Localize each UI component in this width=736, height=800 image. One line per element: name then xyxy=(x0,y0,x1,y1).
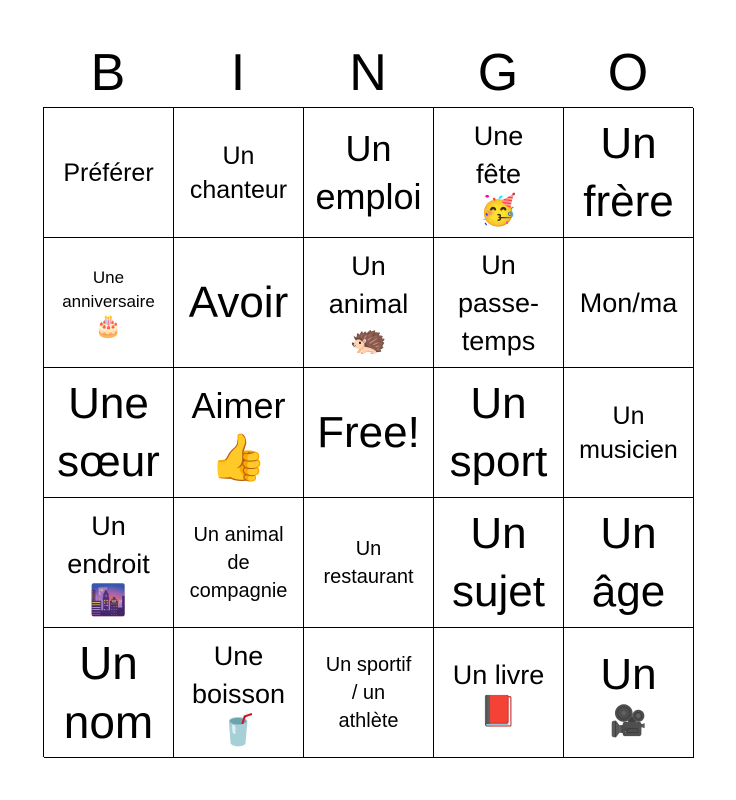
cell-text: Une fête xyxy=(473,120,524,189)
thumbs-up-icon: 👍 xyxy=(209,429,268,484)
city-dusk-icon: 🌆 xyxy=(89,582,128,618)
cell-text: Un xyxy=(600,649,657,699)
bingo-cell[interactable] xyxy=(44,628,174,758)
cell-text: Un passe- temps xyxy=(457,249,540,356)
bingo-cell[interactable] xyxy=(434,498,564,628)
bingo-cell[interactable] xyxy=(304,108,434,238)
cell-text: Un sport xyxy=(449,378,548,486)
birthday-cake-icon: 🎂 xyxy=(94,313,123,339)
bingo-cell-free[interactable] xyxy=(304,368,434,498)
bingo-cell[interactable] xyxy=(434,628,564,758)
bingo-cell[interactable] xyxy=(304,238,434,368)
bingo-header xyxy=(43,38,693,108)
bingo-cell[interactable] xyxy=(564,108,694,238)
header-letter-o: O xyxy=(607,44,649,102)
bingo-cell[interactable] xyxy=(174,498,304,628)
cell-text: Une boisson xyxy=(191,640,286,709)
bingo-cell[interactable] xyxy=(564,238,694,368)
bingo-cell[interactable] xyxy=(44,368,174,498)
cell-text: Un sujet xyxy=(452,508,545,616)
cell-text: Avoir xyxy=(188,277,289,327)
cell-text: Aimer xyxy=(191,384,286,426)
bingo-cell[interactable] xyxy=(304,628,434,758)
cell-text: Un animal xyxy=(328,250,409,319)
cell-text: Un emploi xyxy=(315,127,422,217)
cell-text: Un animal de compagnie xyxy=(189,523,288,602)
red-book-icon: 📕 xyxy=(479,693,518,729)
bingo-cell[interactable] xyxy=(434,238,564,368)
header-letter-i: I xyxy=(230,44,246,102)
bingo-cell[interactable] xyxy=(434,368,564,498)
cell-text: Un restaurant xyxy=(323,537,414,588)
cell-text: Un livre xyxy=(452,659,545,690)
bingo-cell[interactable] xyxy=(174,238,304,368)
cell-text: Un nom xyxy=(63,636,154,748)
bingo-cell[interactable] xyxy=(174,628,304,758)
bingo-cell[interactable] xyxy=(44,498,174,628)
bingo-cell[interactable] xyxy=(564,498,694,628)
bingo-cell[interactable] xyxy=(44,238,174,368)
cell-text: Préférer xyxy=(63,158,154,187)
bingo-cell[interactable] xyxy=(434,108,564,238)
bingo-cell[interactable] xyxy=(44,108,174,238)
bingo-grid xyxy=(43,107,693,757)
header-letter-b: B xyxy=(90,44,126,102)
bingo-cell[interactable] xyxy=(174,108,304,238)
bingo-cell[interactable] xyxy=(174,368,304,498)
bingo-cell[interactable] xyxy=(564,628,694,758)
cell-text: Un endroit xyxy=(67,510,150,579)
hedgehog-icon: 🦔 xyxy=(349,322,388,358)
header-letter-g: G xyxy=(477,44,519,102)
cup-with-straw-icon: 🥤 xyxy=(219,712,258,748)
party-face-icon: 🥳 xyxy=(479,192,518,228)
bingo-cell[interactable] xyxy=(564,368,694,498)
bingo-cell[interactable] xyxy=(304,498,434,628)
cell-text: Une anniversaire xyxy=(62,267,155,311)
cell-text: Un âge xyxy=(591,508,666,616)
free-space-label: Free! xyxy=(317,407,420,457)
cell-text: Un frère xyxy=(583,118,674,226)
movie-camera-icon: 🎥 xyxy=(609,703,648,739)
cell-text: Une sœur xyxy=(57,378,160,486)
cell-text: Un musicien xyxy=(579,401,678,464)
cell-text: Mon/ma xyxy=(579,287,678,318)
cell-text: Un sportif / un athlète xyxy=(325,653,412,732)
header-letter-n: N xyxy=(349,44,387,102)
cell-text: Un chanteur xyxy=(189,141,288,204)
